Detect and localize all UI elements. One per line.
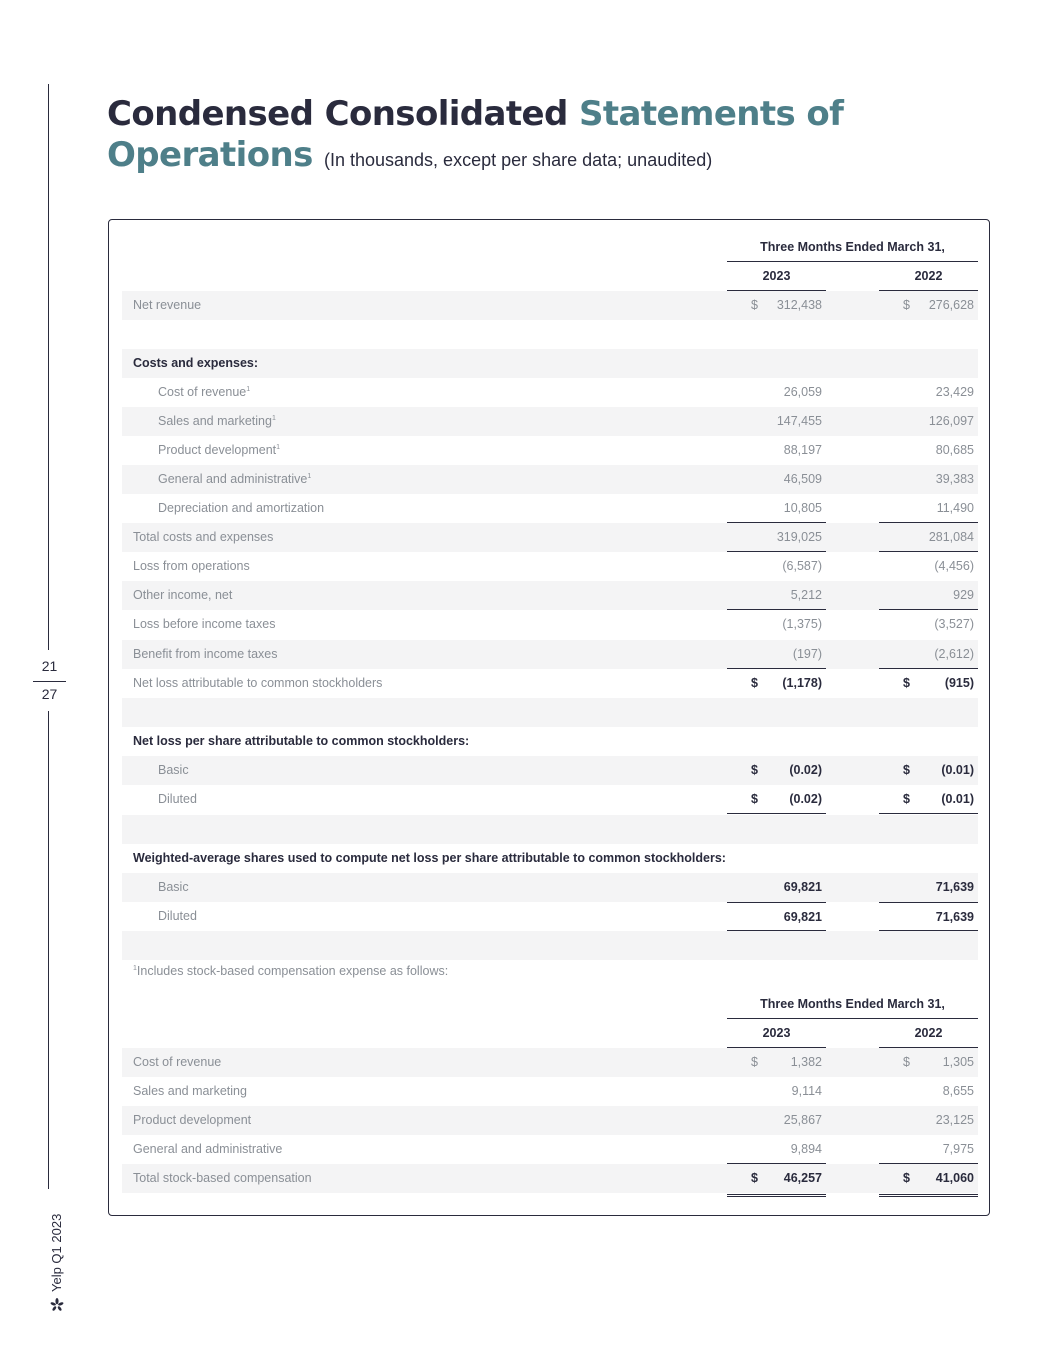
value-2022: 929	[879, 581, 978, 610]
value-2022: $ 1,305	[903, 1055, 974, 1069]
sbc-year-header-2023: 2023	[727, 1019, 826, 1048]
value-2023: 69,821	[727, 902, 826, 931]
row-label: Sales and marketing$^1$	[158, 414, 276, 428]
value-2023: 69,821	[783, 880, 822, 894]
value-2022: 71,639	[879, 902, 978, 931]
value-2023: $ (0.02)	[751, 763, 822, 777]
rail-divider-top	[48, 84, 49, 650]
section-label: Weighted-average shares used to compute net loss per share attributable to common stockholders:	[133, 851, 726, 865]
table-row	[122, 640, 978, 669]
sbc-row	[122, 1106, 978, 1135]
value-2023: 26,059	[783, 385, 822, 399]
value-2023: $ 46,257	[727, 1164, 826, 1197]
table-row	[122, 291, 978, 320]
page-subtitle: (In thousands, except per share data; unaudited)	[323, 150, 713, 170]
value-2023: (197)	[727, 640, 826, 669]
value-2023: 319,025	[727, 523, 826, 552]
table-row	[122, 785, 978, 814]
value-2022: 39,383	[935, 472, 974, 486]
value-2022: 126,097	[928, 414, 974, 428]
row-label: Total stock-based compensation	[133, 1171, 312, 1185]
table-row-spacer	[122, 815, 978, 844]
row-label: Basic	[158, 763, 189, 777]
page-number-current: 21	[41, 658, 58, 674]
page-number-total: 27	[41, 686, 58, 702]
sbc-period-header: Three Months Ended March 31,	[727, 990, 978, 1019]
period-header: Three Months Ended March 31,	[727, 233, 978, 262]
value-2022: $ (0.01)	[903, 763, 974, 777]
value-2023: 5,212	[727, 581, 826, 610]
value-2023: 88,197	[783, 443, 822, 457]
brand-footer	[49, 1214, 64, 1312]
table-row	[122, 494, 978, 523]
table-row	[122, 523, 978, 552]
row-label: Sales and marketing	[133, 1084, 247, 1098]
value-2022: 23,429	[935, 385, 974, 399]
row-label: Diluted	[158, 792, 197, 806]
section-label: Net loss per share attributable to common stockholders:	[133, 734, 470, 748]
table-row	[122, 465, 978, 494]
row-label: General and administrative$^1$	[158, 472, 312, 486]
row-label: Total costs and expenses	[133, 530, 274, 544]
sbc-row-total	[122, 1164, 978, 1193]
table-row	[122, 552, 978, 581]
value-2022: (4,456)	[934, 559, 974, 573]
title-accent-1: Statements of	[579, 94, 844, 134]
row-label: Depreciation and amortization	[158, 501, 325, 515]
value-2022: 7,975	[879, 1135, 978, 1164]
value-2022: $ (0.01)	[879, 785, 978, 814]
row-label: General and administrative	[133, 1142, 283, 1156]
value-2023: 9,894	[727, 1135, 826, 1164]
table-row	[122, 378, 978, 407]
table-row	[122, 610, 978, 639]
value-2023: 46,509	[783, 472, 822, 486]
table-row-total	[122, 669, 978, 698]
value-2022: 80,685	[935, 443, 974, 457]
value-2023: 25,867	[783, 1113, 822, 1127]
row-label: Cost of revenue	[133, 1055, 222, 1069]
sbc-row	[122, 1048, 978, 1077]
row-label: Product development$^1$	[158, 443, 281, 457]
value-2022: 11,490	[879, 494, 978, 523]
value-2022: $ 41,060	[879, 1164, 978, 1197]
table-row	[122, 873, 978, 902]
row-label: Cost of revenue$^1$	[158, 385, 251, 399]
row-label: Loss before income taxes	[133, 617, 276, 631]
table-row-spacer	[122, 698, 978, 727]
row-label: Product development	[133, 1113, 252, 1127]
row-label: Net revenue	[133, 298, 202, 312]
value-2022: $ (915)	[879, 669, 978, 702]
sbc-year-header-2022: 2022	[879, 1019, 978, 1048]
value-2023: 9,114	[791, 1084, 822, 1098]
table-row-spacer	[122, 320, 978, 349]
section-label: Costs and expenses:	[133, 356, 259, 370]
section-header-row	[122, 349, 978, 378]
title-dark: Condensed Consolidated	[107, 94, 568, 134]
section-header-row	[122, 844, 978, 873]
table-row	[122, 436, 978, 465]
value-2023: 10,805	[727, 494, 826, 523]
value-2023: $ (1,178)	[727, 669, 826, 702]
value-2022: 8,655	[942, 1084, 974, 1098]
table-row	[122, 756, 978, 785]
section-header-row	[122, 727, 978, 756]
row-label: Other income, net	[133, 588, 233, 602]
page-number-divider	[33, 681, 66, 682]
year-header-2022: 2022	[879, 262, 978, 291]
value-2023: $ 312,438	[751, 298, 822, 312]
table-row	[122, 407, 978, 436]
page-title	[107, 94, 1007, 181]
value-2022: (3,527)	[934, 617, 974, 631]
value-2022: 281,084	[879, 523, 978, 552]
row-label: Net loss attributable to common stockholders	[133, 676, 383, 690]
value-2022: 71,639	[935, 880, 974, 894]
value-2023: (6,587)	[782, 559, 822, 573]
value-2023: 147,455	[776, 414, 822, 428]
sbc-row	[122, 1135, 978, 1164]
value-2023: (1,375)	[782, 617, 822, 631]
footnote: $^1$Includes stock-based compensation expense as follows:	[133, 964, 449, 978]
value-2022: (2,612)	[879, 640, 978, 669]
table-row-spacer	[122, 931, 978, 960]
value-2023: $ (0.02)	[727, 785, 826, 814]
row-label: Diluted	[158, 909, 197, 923]
row-label: Loss from operations	[133, 559, 250, 573]
row-label: Basic	[158, 880, 189, 894]
rail-divider-bottom	[48, 711, 49, 1189]
value-2022: $ 276,628	[903, 298, 974, 312]
brand-label: Yelp Q1 2023	[49, 1213, 64, 1292]
row-label: Benefit from income taxes	[133, 647, 278, 661]
table-row	[122, 581, 978, 610]
table-row	[122, 902, 978, 931]
sbc-row	[122, 1077, 978, 1106]
yelp-burst-icon	[50, 1298, 64, 1312]
title-accent-2: Operations	[107, 135, 313, 175]
value-2023: $ 1,382	[751, 1055, 822, 1069]
value-2022: 23,125	[935, 1113, 974, 1127]
year-header-2023: 2023	[727, 262, 826, 291]
